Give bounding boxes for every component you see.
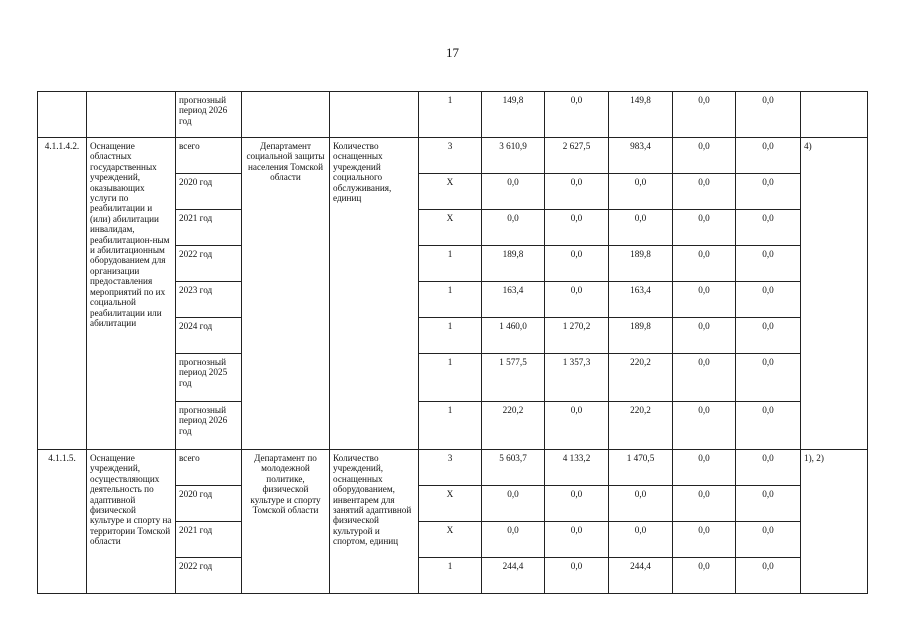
local-cell: 0,0 [673,138,736,174]
extra-budget-cell: 0,0 [736,138,801,174]
regional-cell: 189,8 [609,318,673,354]
indicator-value-cell: 1 [419,92,482,138]
local-cell: 0,0 [673,174,736,210]
code-cell: 4.1.1.4.2. [38,138,87,450]
total-cell: 0,0 [482,210,545,246]
period-cell: 2023 год [176,282,242,318]
local-cell: 0,0 [673,402,736,450]
table-row [38,92,868,138]
page-number: 17 [446,45,459,60]
federal-cell: 0,0 [545,486,609,522]
indicator-value-cell: 1 [419,318,482,354]
local-cell: 0,0 [673,522,736,558]
indicator-value-cell: 3 [419,450,482,486]
total-cell: 0,0 [482,174,545,210]
regional-cell: 983,4 [609,138,673,174]
extra-budget-cell: 0,0 [736,282,801,318]
indicator-value-cell: 1 [419,354,482,402]
department-cell [242,92,330,138]
local-cell: 0,0 [673,282,736,318]
extra-budget-cell: 0,0 [736,318,801,354]
extra-budget-cell: 0,0 [736,354,801,402]
total-cell: 163,4 [482,282,545,318]
federal-cell: 0,0 [545,282,609,318]
period-cell: прогнозный период 2026 год [176,92,242,138]
extra-budget-cell: 0,0 [736,486,801,522]
federal-cell: 4 133,2 [545,450,609,486]
federal-cell: 2 627,5 [545,138,609,174]
indicator-value-cell: 3 [419,138,482,174]
total-cell: 244,4 [482,558,545,594]
federal-cell: 0,0 [545,522,609,558]
period-cell: 2021 год [176,522,242,558]
indicator-value-cell: X [419,210,482,246]
table-row [38,450,868,486]
note-cell: 1), 2) [801,450,868,594]
local-cell: 0,0 [673,246,736,282]
extra-budget-cell: 0,0 [736,522,801,558]
department-cell: Департамент по молодежной политике, физической культуре и спорту Томской области [242,450,330,594]
indicator-cell: Количество оснащенных учреждений социального обслуживания, единиц [330,138,419,450]
indicator-value-cell: X [419,174,482,210]
department-cell: Департамент социальной защиты населения Томской области [242,138,330,450]
code-cell: 4.1.1.5. [38,450,87,594]
regional-cell: 0,0 [609,486,673,522]
program-table [37,91,868,594]
extra-budget-cell: 0,0 [736,92,801,138]
regional-cell: 0,0 [609,174,673,210]
federal-cell: 0,0 [545,402,609,450]
period-cell: 2020 год [176,486,242,522]
total-cell: 5 603,7 [482,450,545,486]
local-cell: 0,0 [673,558,736,594]
total-cell: 220,2 [482,402,545,450]
regional-cell: 163,4 [609,282,673,318]
federal-cell: 1 270,2 [545,318,609,354]
total-cell: 189,8 [482,246,545,282]
federal-cell: 0,0 [545,92,609,138]
period-cell: 2022 год [176,558,242,594]
federal-cell: 0,0 [545,174,609,210]
local-cell: 0,0 [673,92,736,138]
regional-cell: 244,4 [609,558,673,594]
total-cell: 1 577,5 [482,354,545,402]
total-cell: 0,0 [482,486,545,522]
regional-cell: 220,2 [609,354,673,402]
period-cell: 2022 год [176,246,242,282]
note-cell [801,92,868,138]
local-cell: 0,0 [673,450,736,486]
period-cell: 2021 год [176,210,242,246]
name-cell: Оснащение учреждений, осуществляющих деятельность по адаптивной физической культуре и спорту на территории Томской области [87,450,176,594]
period-cell: всего [176,138,242,174]
regional-cell: 220,2 [609,402,673,450]
indicator-cell: Количество учреждений, оснащенных оборудованием, инвентарем для занятий адаптивной физической культурой и спортом, единиц [330,450,419,594]
period-cell: 2020 год [176,174,242,210]
federal-cell: 0,0 [545,210,609,246]
extra-budget-cell: 0,0 [736,246,801,282]
period-cell: прогнозный период 2026 год [176,402,242,450]
indicator-value-cell: 1 [419,558,482,594]
local-cell: 0,0 [673,354,736,402]
local-cell: 0,0 [673,486,736,522]
federal-cell: 0,0 [545,246,609,282]
period-cell: 2024 год [176,318,242,354]
indicator-value-cell: 1 [419,282,482,318]
regional-cell: 1 470,5 [609,450,673,486]
regional-cell: 0,0 [609,522,673,558]
regional-cell: 149,8 [609,92,673,138]
total-cell: 3 610,9 [482,138,545,174]
extra-budget-cell: 0,0 [736,558,801,594]
local-cell: 0,0 [673,210,736,246]
period-cell: прогнозный период 2025 год [176,354,242,402]
local-cell: 0,0 [673,318,736,354]
regional-cell: 0,0 [609,210,673,246]
table-row [38,138,868,174]
note-cell: 4) [801,138,868,450]
extra-budget-cell: 0,0 [736,174,801,210]
total-cell: 149,8 [482,92,545,138]
federal-cell: 0,0 [545,558,609,594]
name-cell [87,92,176,138]
total-cell: 0,0 [482,522,545,558]
indicator-value-cell: X [419,486,482,522]
federal-cell: 1 357,3 [545,354,609,402]
extra-budget-cell: 0,0 [736,402,801,450]
extra-budget-cell: 0,0 [736,210,801,246]
indicator-value-cell: 1 [419,402,482,450]
indicator-cell [330,92,419,138]
extra-budget-cell: 0,0 [736,450,801,486]
indicator-value-cell: 1 [419,246,482,282]
name-cell: Оснащение областных государственных учреждений, оказывающих услуги по реабилитации и (или) абилитации инвалидам, реабилитацион-ным и абилитационным оборудованием для организации предоставления мероприятий по их социальной реабилитации или абилитации [87,138,176,450]
regional-cell: 189,8 [609,246,673,282]
period-cell: всего [176,450,242,486]
total-cell: 1 460,0 [482,318,545,354]
indicator-value-cell: X [419,522,482,558]
code-cell [38,92,87,138]
